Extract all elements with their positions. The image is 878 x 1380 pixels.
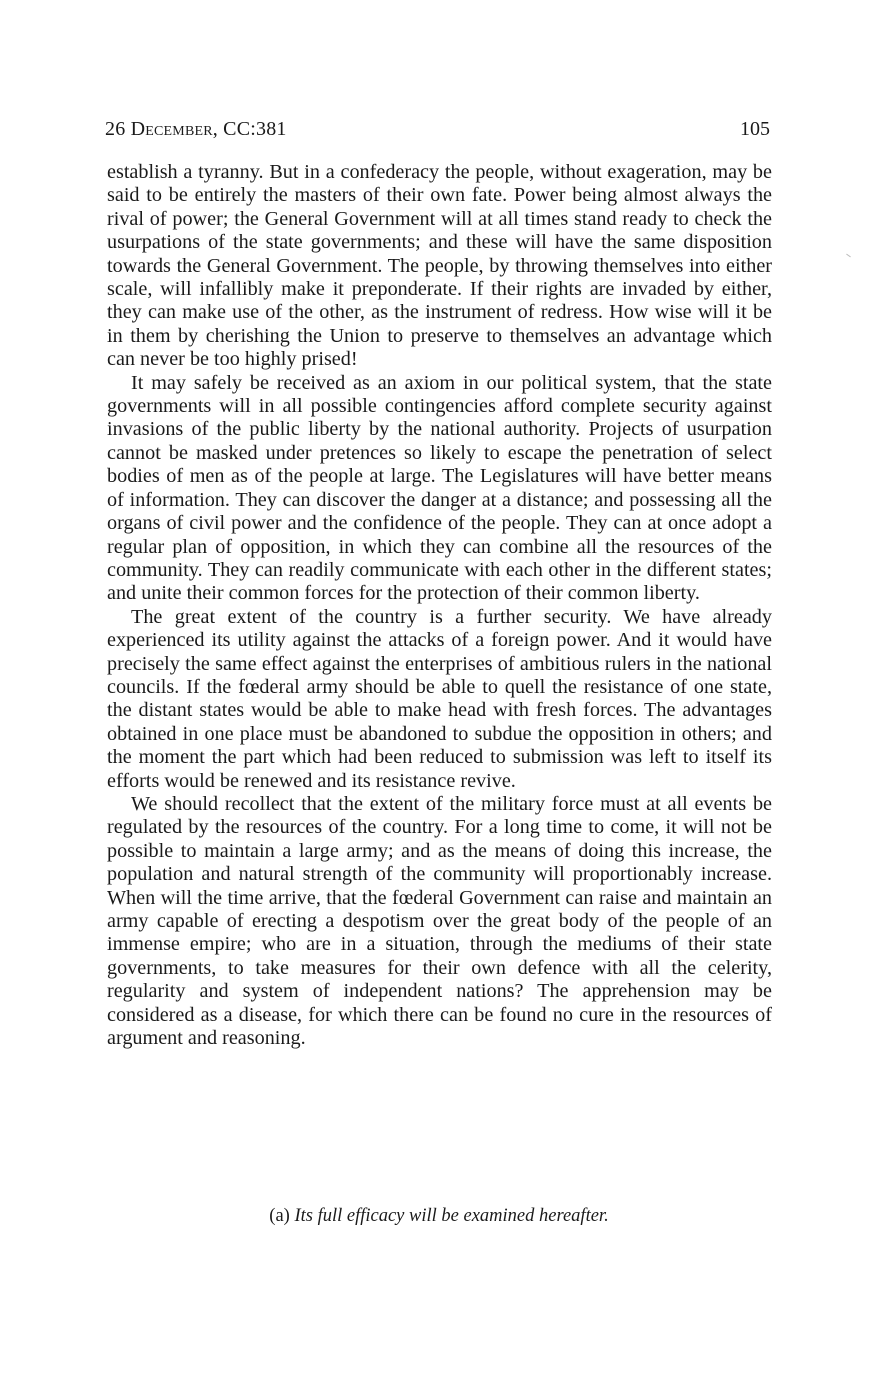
margin-mark — [846, 254, 851, 258]
header-month: December — [130, 118, 213, 140]
paragraph-4: We should recollect that the extent of the military force must at all events be regulated by the resources of the country. For a long time to come, it will not be possible to maintain a large army; and as the means of doing this increase, the population and natural strength of the community will proportionably increase. When will the time arrive, that the fœderal Government can raise and maintain an army capable of erecting a despotism over the great body of the people of an immense empire; who are in a situation, through the mediums of their state governments, to take measures for their own defence with all the celerity, regularity and system of independent nations? The apprehension may be considered as a disease, for which there can be found no cure in the resources of argument and reasoning. — [107, 792, 772, 1050]
header-date-reference — [105, 116, 287, 142]
page-number: 105 — [740, 118, 770, 140]
header-date: 26 — [105, 118, 126, 140]
paragraph-3: The great extent of the country is a further security. We have already experienced its utility against the attacks of a foreign power. And it would have precisely the same effect against the enterprises of ambitious rulers in the national councils. If the fœderal army should be able to quell the resistance of one state, the distant states would be able to make head with fresh forces. The advantages obtained in one place must be abandoned to subdue the opposition in others; and the moment the part which had been reduced to submission was left to itself its efforts would be renewed and its resistance revive. — [107, 605, 772, 792]
header-document-ref: , CC:381 — [212, 118, 287, 140]
footnote — [0, 1204, 878, 1228]
footnote-text: Its full efficacy will be examined hereafter. — [294, 1206, 609, 1226]
paragraph-2: It may safely be received as an axiom in our political system, that the state governments will in all possible contingencies afford complete security against invasions of the public liberty by the national authority. Projects of usurpation cannot be masked under pretences so likely to escape the penetration of select bodies of men as of the people at large. The Legislatures will have better means of information. They can discover the danger at a distance; and possessing all the organs of civil power and the confidence of the people. They can at once adopt a regular plan of opposition, in which they can combine all the resources of the community. They can readily communicate with each other in the different states; and unite their common forces for the protection of their common liberty. — [107, 371, 772, 605]
body-text — [107, 161, 772, 1050]
footnote-marker: (a) — [269, 1206, 290, 1226]
paragraph-1: establish a tyranny. But in a confederacy the people, without exageration, may be said to be entirely the masters of their own fate. Power being almost always the rival of power; the General Government will at all times stand ready to check the usurpations of the state governments; and these will have the same disposition towards the General Government. The people, by throwing themselves into either scale, will infallibly make it preponderate. If their rights are invaded by either, they can make use of the other, as the instrument of redress. How wise will it be in them by cherishing the Union to preserve to themselves an advantage which can never be too highly prised! — [107, 161, 772, 371]
running-head — [105, 116, 770, 142]
